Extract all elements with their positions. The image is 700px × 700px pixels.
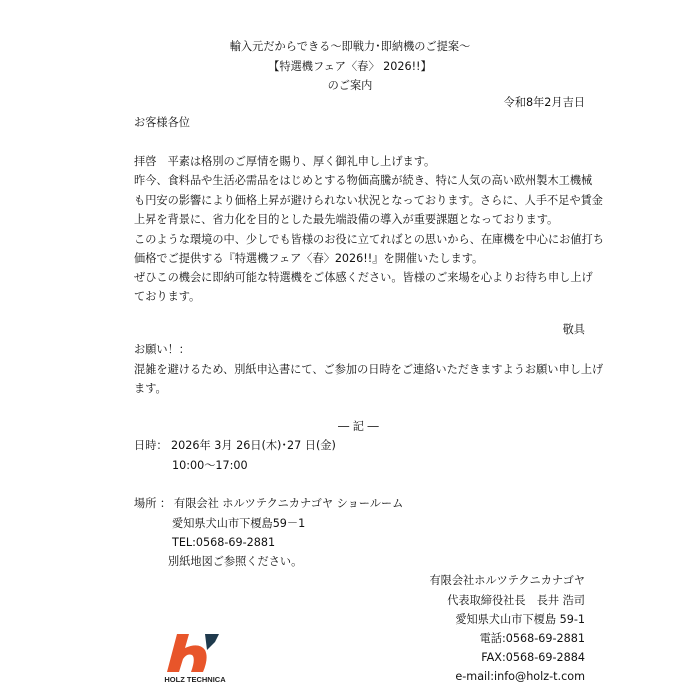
ki-marker: ― 記 ― <box>338 420 379 433</box>
logo-text: HOLZ TECHNICA <box>164 675 226 684</box>
paragraph-line: 上昇を背景に、省力化を目的とした最先端設備の導入が重要課題となっております。 <box>134 213 559 226</box>
paragraph-line: ております。 <box>134 290 201 303</box>
title-line-1: 輸入元だからできる～即戦力･即納機のご提案～ <box>229 40 471 53</box>
company-name: 有限会社ホルツテクニカナゴヤ <box>429 574 585 587</box>
title-line-2: 【特選機フェア〈春〉 2026!!】 <box>268 60 432 73</box>
place-address: 愛知県犬山市下榎島59－1 <box>172 517 306 530</box>
company-email: e-mail:info@holz-t.com <box>455 670 585 683</box>
title-line-3: のご案内 <box>327 79 373 92</box>
place-tel: TEL:0568-69-2881 <box>172 536 276 549</box>
place-label: 場所 ： <box>134 497 172 510</box>
place-map-note: 別紙地図ご参照ください。 <box>168 555 303 568</box>
company-address: 愛知県犬山市下榎島 59-1 <box>455 613 585 626</box>
request-heading: お願い！： <box>134 343 190 356</box>
paragraph-line: このような環境の中、少しでも皆様のお役に立てればとの思いから、在庫機を中心にお値打ち <box>134 233 604 246</box>
company-fax: FAX:0568-69-2884 <box>481 651 585 664</box>
issue-date: 令和8年2月吉日 <box>503 96 585 109</box>
addressee: お客様各位 <box>134 116 190 129</box>
company-phone: 電話:0568-69-2881 <box>479 632 585 645</box>
place-name: 有限会社 ホルツテクニカナゴヤ ショールーム <box>174 497 404 510</box>
datetime-value: 2026年 3月 26日(木)･27 日(金) <box>171 439 336 452</box>
holz-technica-logo <box>165 632 225 688</box>
paragraph-line: 昨今、食料品や生活必需品をはじめとする物価高騰が続き、特に人気の高い欧州製木工機械 <box>134 174 593 187</box>
time-value: 10:00～17:00 <box>172 459 248 472</box>
paragraph-line: 価格でご提供する『特選機フェア〈春〉2026!!』を開催いたします。 <box>134 252 484 265</box>
request-line: ます。 <box>134 382 167 395</box>
company-representative: 代表取締役社長 長井 浩司 <box>447 594 585 607</box>
request-line: 混雑を避けるため、別紙申込書にて、ご参加の日時をご連絡いただきますようお願い申し上げ <box>134 363 604 376</box>
paragraph-line: 拝啓 平素は格別のご厚情を賜り、厚く御礼申し上げます。 <box>134 155 436 168</box>
paragraph-line: ぜひこの機会に即納可能な特選機をご体感ください。皆様のご来場を心よりお待ち申し上げ <box>134 271 593 284</box>
logo-mark-icon <box>165 632 225 676</box>
datetime-label: 日時： <box>134 439 168 452</box>
closing-keigu: 敬具 <box>562 323 585 336</box>
paragraph-line: も円安の影響により価格上昇が避けられない状況となっております。さらに、人手不足や賃金 <box>134 194 603 207</box>
